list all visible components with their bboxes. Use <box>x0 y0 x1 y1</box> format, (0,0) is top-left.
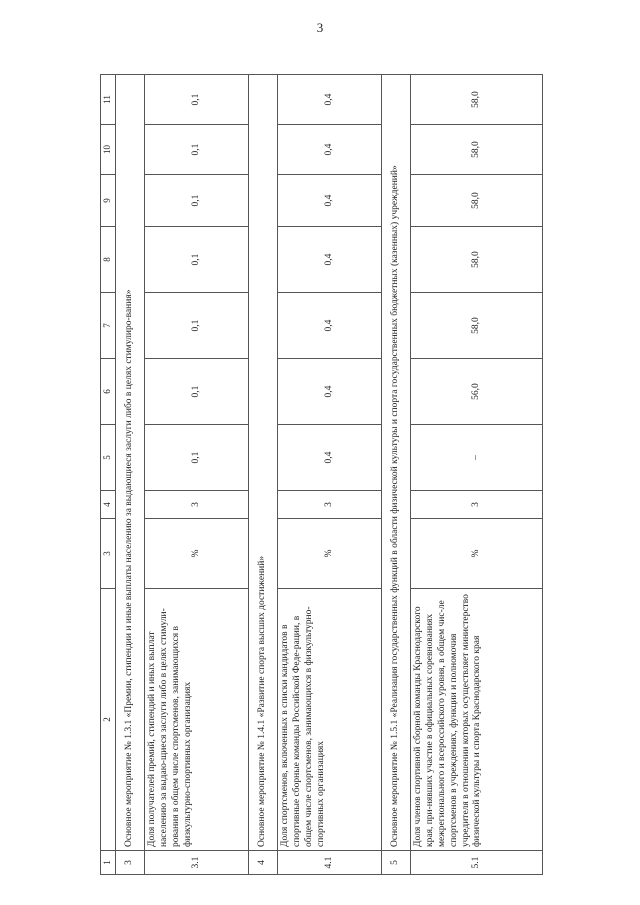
value-cell: 3 <box>145 491 249 519</box>
table-row <box>278 75 382 875</box>
value-cell: 3 <box>411 491 543 519</box>
rotated-table-canvas <box>100 75 483 875</box>
table-row <box>145 75 249 875</box>
value-cell: 58,0 <box>411 125 543 175</box>
section-row <box>382 75 411 875</box>
indicator-name: Доля спортсменов, включенных в списки кандидатов в спортивные сборные команды Российской Феде-рации, в общем числе спортсменов, занимающихся в физкультурно-спортивных организациях <box>278 589 382 851</box>
unit-cell: % <box>411 519 543 589</box>
section-row <box>116 75 145 875</box>
header-cell: 5 <box>101 425 116 491</box>
value-cell: 0,4 <box>278 227 382 293</box>
value-cell: 56,0 <box>411 359 543 425</box>
value-cell: 0,4 <box>278 175 382 227</box>
value-cell: 0,4 <box>278 125 382 175</box>
page-number: 3 <box>316 20 324 35</box>
value-cell: 0,1 <box>145 359 249 425</box>
header-cell: 1 <box>101 851 116 875</box>
header-cell: 10 <box>101 125 116 175</box>
table-row <box>411 75 543 875</box>
value-cell: 0,4 <box>278 75 382 125</box>
value-cell: 0,1 <box>145 227 249 293</box>
unit-cell: % <box>278 519 382 589</box>
value-cell: 0,1 <box>145 175 249 227</box>
unit-cell: % <box>145 519 249 589</box>
row-number: 5.1 <box>411 851 543 875</box>
value-cell: 0,1 <box>145 75 249 125</box>
header-cell: 2 <box>101 589 116 851</box>
value-cell: 58,0 <box>411 227 543 293</box>
value-cell: 0,4 <box>278 293 382 359</box>
section-row <box>249 75 278 875</box>
row-number: 3 <box>116 851 145 875</box>
row-number: 4 <box>249 851 278 875</box>
indicators-table <box>100 74 543 875</box>
header-cell: 9 <box>101 175 116 227</box>
value-cell: 58,0 <box>411 175 543 227</box>
indicator-name: Доля получателей премий, стипендий и иных выплат населению за выдаю-щиеся заслуги либо в целях стимули-рования в общем числе спортсменов, занимающихся в физкультурно-спортивных организациях <box>145 589 249 851</box>
header-cell: 4 <box>101 491 116 519</box>
value-cell: 58,0 <box>411 293 543 359</box>
header-cell: 6 <box>101 359 116 425</box>
header-cell: 8 <box>101 227 116 293</box>
row-number: 4.1 <box>278 851 382 875</box>
value-cell: 58,0 <box>411 75 543 125</box>
header-cell: 7 <box>101 293 116 359</box>
value-cell: 0,4 <box>278 425 382 491</box>
section-title: Основное мероприятие № 1.4.1 «Развитие спорта высших достижений» <box>249 75 278 851</box>
value-cell: 0,1 <box>145 293 249 359</box>
header-cell: 11 <box>101 75 116 125</box>
section-title: Основное мероприятие № 1.3.1 «Премии, стипендии и иные выплаты населению за выдающиеся заслуги либо в целях стимулиро-вания» <box>116 75 145 851</box>
header-cell: 3 <box>101 519 116 589</box>
indicator-name: Доля членов спортивной сборной команды Краснодарского края, при-нявших участие в официальных соревнованиях межрегионального и всероссийского уровня, в общем чис-ле спортсменов в учреждениях, функции и полномочия учредителя в отношении которых осуществляет министерство физической культуры и спорта Краснодарского края <box>411 589 543 851</box>
value-cell: 0,4 <box>278 359 382 425</box>
value-cell: 0,1 <box>145 425 249 491</box>
row-number: 3.1 <box>145 851 249 875</box>
value-cell: – <box>411 425 543 491</box>
row-number: 5 <box>382 851 411 875</box>
rotated-table-wrapper <box>100 75 483 875</box>
value-cell: 0,1 <box>145 125 249 175</box>
value-cell: 3 <box>278 491 382 519</box>
section-title: Основное мероприятие № 1.5.1 «Реализация государственных функций в области физической культуры и спорта государственных бюджетных (казенных) учреждений» <box>382 75 411 851</box>
table-header-row <box>101 75 116 875</box>
